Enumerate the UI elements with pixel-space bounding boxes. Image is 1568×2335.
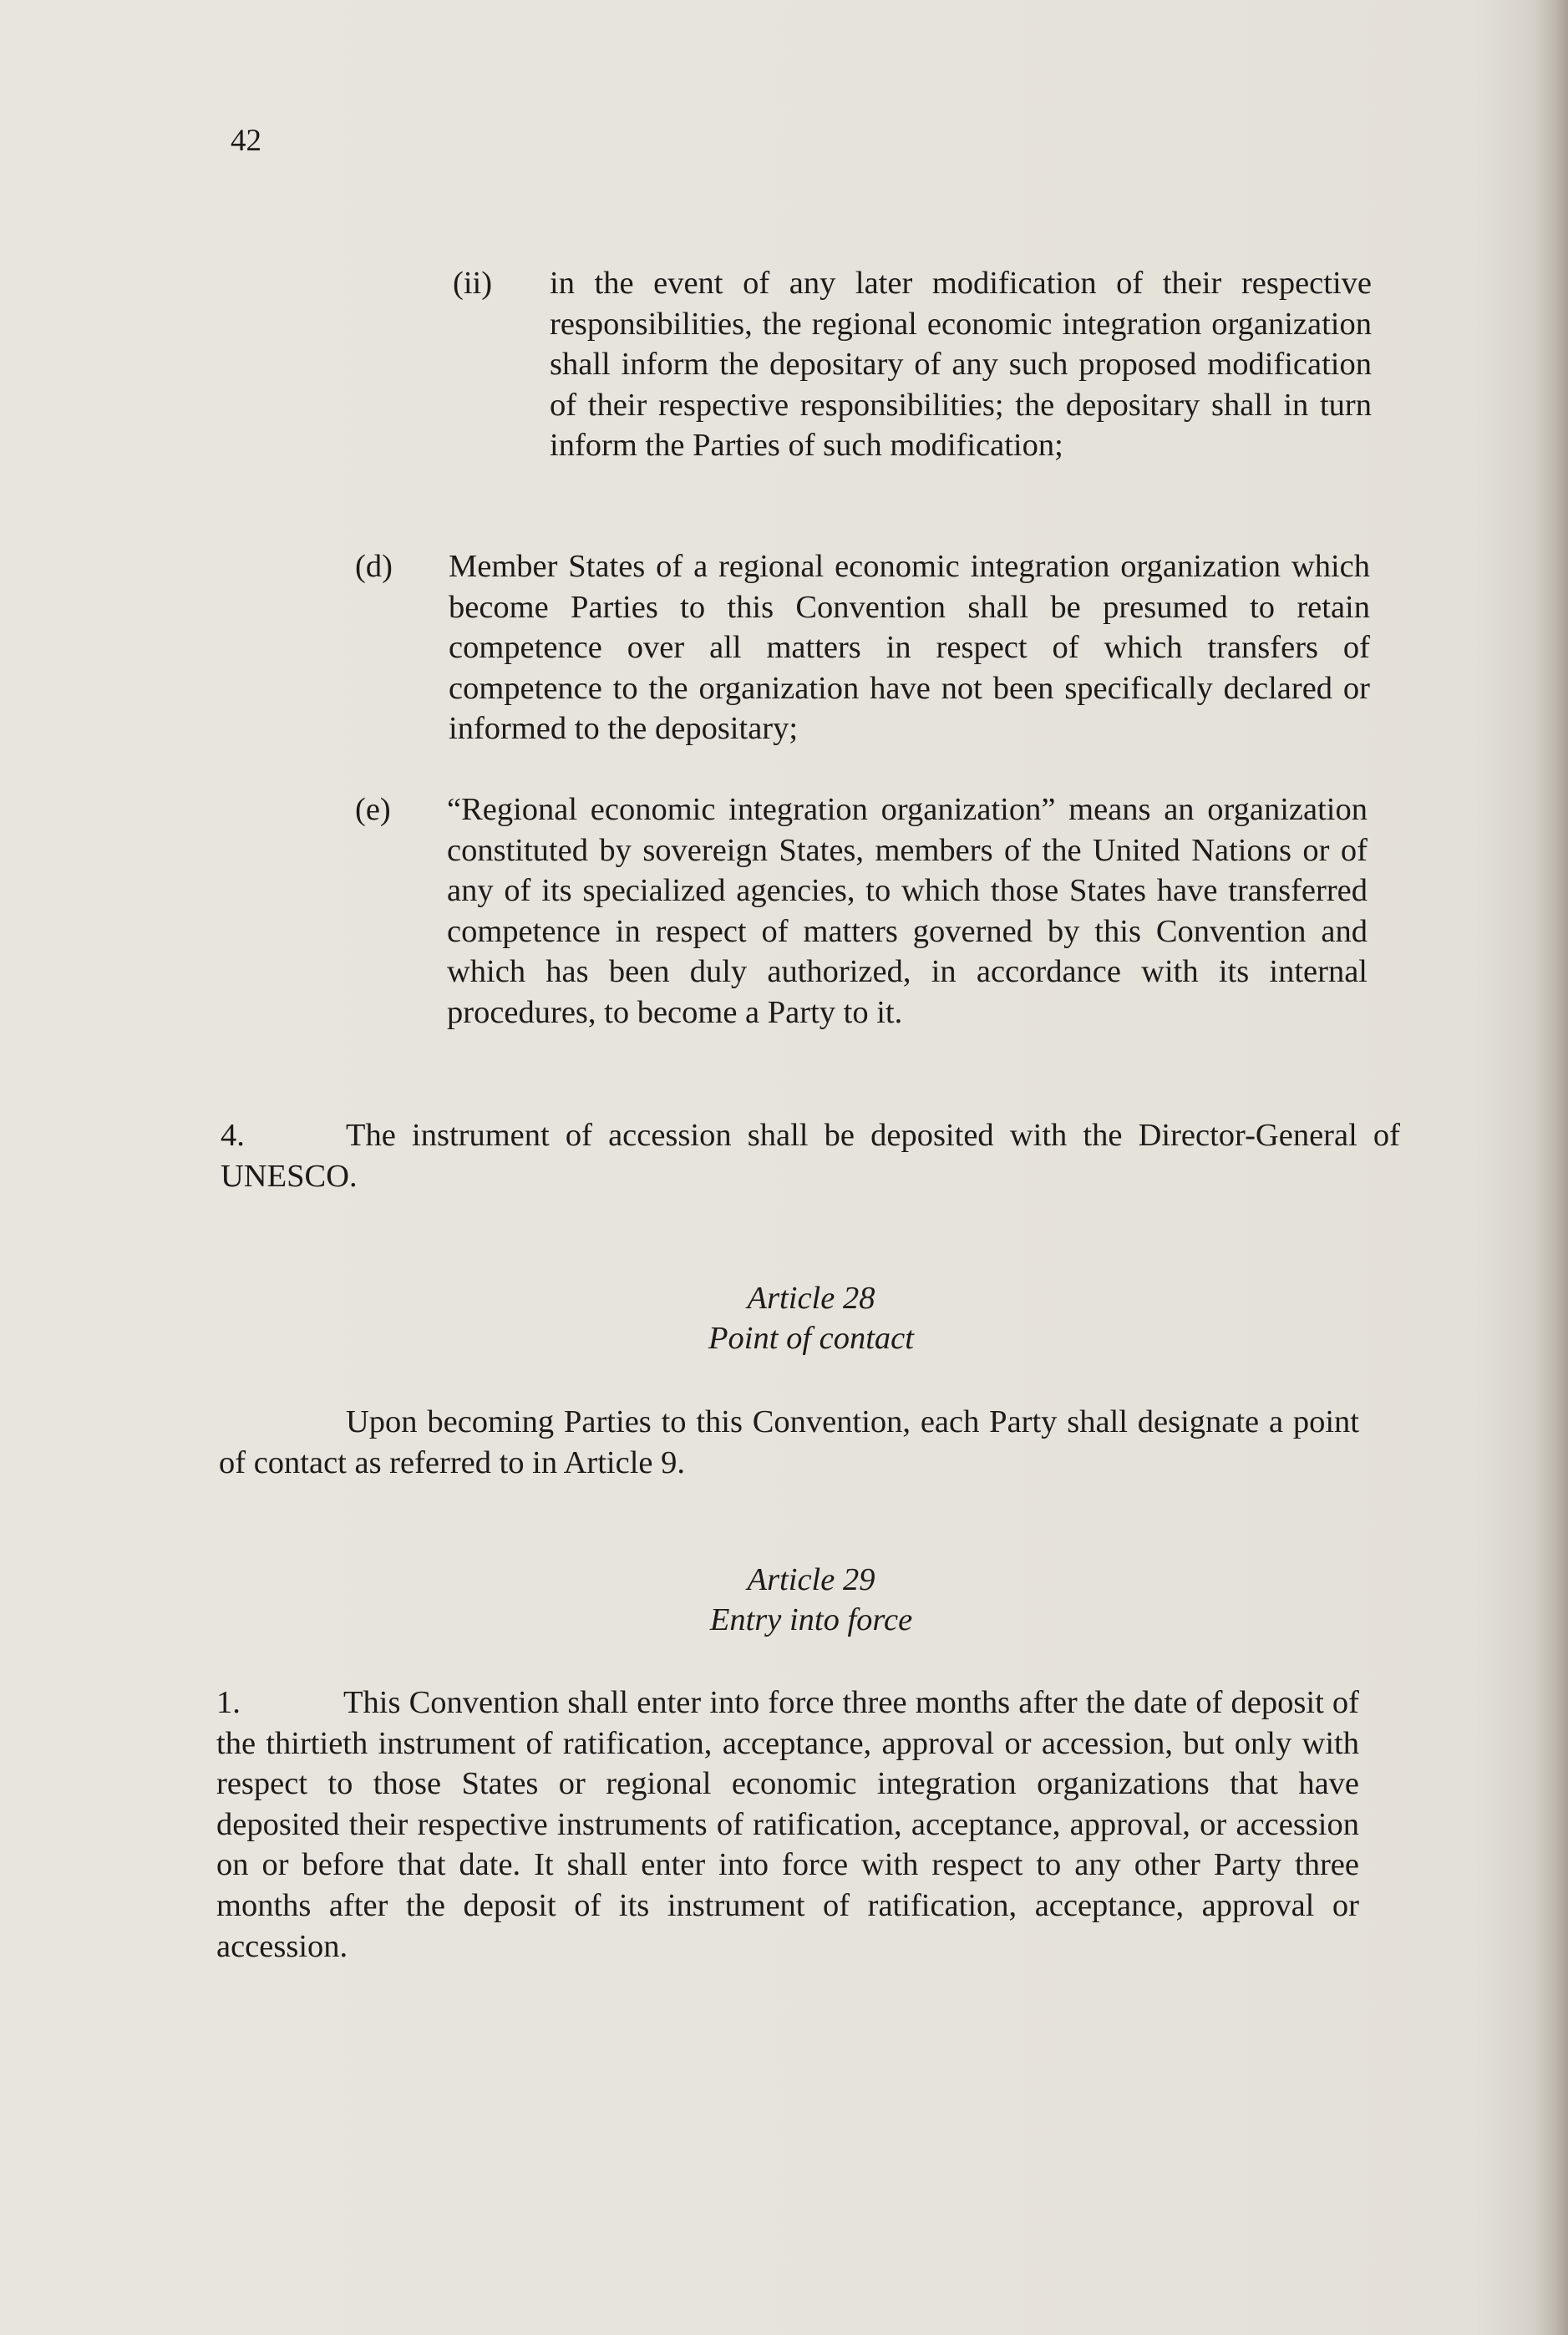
list-item-label: (e) [355,792,391,827]
paragraph-4 [221,1115,1400,1196]
article-29-paragraph-1 [216,1683,1359,1967]
list-item-label: (d) [355,549,393,584]
paragraph-text: The instrument of accession shall be deposited with the Director-General of UNESCO. [221,1118,1400,1194]
paragraph-text: This Convention shall enter into force three months after the date of deposit of the thirtieth instrument of ratification, acceptance, approval or accession, but only with respect to those States or regional economic integration organizations that have deposited their respective instruments of ratification, acceptance, approval, or accession on or before that date. It shall enter into force with respect to any other Party three months after the deposit of its instrument of ratification, acceptance, approval or accession. [216,1685,1359,1964]
article-subtitle: Point of contact [708,1321,914,1356]
paragraph-number: 1. [216,1685,241,1720]
paragraph-number: 4. [221,1118,245,1153]
list-item-text: in the event of any later modification of their respective responsibilities, the regional economic integration organization shall inform the depositary of any such proposed modification of their respective responsibilities; the depositary shall in turn inform the Parties of such modification; [550,266,1372,464]
page-number: 42 [231,124,261,158]
list-item-text: “Regional economic integration organization” means an organization constituted by sovereign States, members of the United Nations or of any of its specialized agencies, to which those States have transferred competence in respect of matters governed by this Convention and which has been duly authorized, in accordance with its internal procedures, to become a Party to it. [447,792,1368,1030]
article-28-heading [0,1278,1568,1358]
article-title: Article 28 [747,1281,875,1316]
page-edge-shadow [1535,0,1568,2335]
article-28-paragraph: Upon becoming Parties to this Convention, each Party shall designate a point of contact as referred to in Article 9. [219,1404,1359,1480]
list-item-label: (ii) [453,266,493,301]
list-item-text: Member States of a regional economic integration organization which become Parties to this Convention shall be presumed to retain competence over all matters in respect of which transfers of competence to the organization have not been specifically declared or informed to the depositary; [449,549,1370,747]
article-subtitle: Entry into force [709,1602,913,1637]
article-29-heading [0,1560,1568,1640]
article-title: Article 29 [747,1562,875,1597]
